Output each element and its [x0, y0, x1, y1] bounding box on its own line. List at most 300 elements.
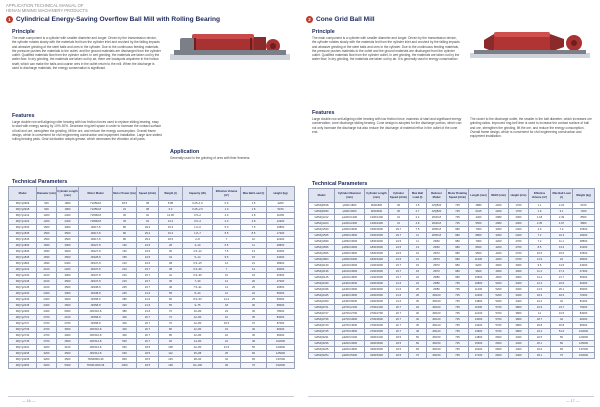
table-cell: 96000 — [573, 323, 595, 329]
page-number-right: — 17 — — [566, 399, 580, 403]
table-cell: 18 — [409, 269, 427, 275]
table-cell: 32.6 — [551, 293, 573, 299]
table-cell: 5400 — [57, 363, 79, 369]
table-cell: JR117-8 — [79, 237, 113, 243]
column-header: Max Ball Load (t) — [241, 187, 267, 201]
table-cell: 5700 — [489, 311, 509, 317]
table-cell: 59000 — [267, 297, 295, 303]
table-cell: 3200 — [37, 363, 57, 369]
left-technical-table — [8, 186, 295, 369]
table-cell: 80 — [113, 231, 137, 237]
table-cell: 6.3 — [159, 207, 183, 213]
table-cell: 14 — [213, 285, 241, 291]
table-cell: 11400 — [469, 287, 489, 293]
table-cell: 735 — [447, 341, 469, 347]
table-cell: JR1512-8 — [79, 351, 113, 357]
table-cell: JR137-8 — [79, 261, 113, 267]
table-cell: 18.5 — [389, 341, 409, 347]
table-cell: 400 — [113, 321, 137, 327]
table-cell: 76 — [241, 363, 267, 369]
table-cell: 51.6 — [551, 329, 573, 335]
table-cell: 24.5 — [137, 243, 159, 249]
table-cell: 2700/3600 — [365, 317, 389, 323]
table-cell: MQYg1212 — [9, 213, 37, 219]
table-cell: 12~80 — [183, 327, 213, 333]
table-cell: 400 — [113, 315, 137, 321]
table-cell: MQYg2745 — [9, 339, 37, 345]
table-cell: 0.25~2.5 — [183, 207, 213, 213]
table-cell: 30 — [241, 303, 267, 309]
table-cell: 18.5 — [389, 353, 409, 359]
table-cell: 4880 — [469, 203, 489, 209]
table-cell: 36 — [409, 299, 427, 305]
table-cell: 7900 — [469, 239, 489, 245]
table-cell: 4500 — [57, 303, 79, 309]
table-cell: 25 — [213, 351, 241, 357]
table-cell: GZMQ3236 — [309, 341, 335, 347]
table-cell: 102000 — [267, 339, 295, 345]
table-cell: 21.6 — [389, 293, 409, 299]
table-cell: 4500 — [57, 237, 79, 243]
table-cell: MQYg2736 — [9, 327, 37, 333]
table-cell: 7 — [213, 267, 241, 273]
table-cell: 10~80 — [183, 309, 213, 315]
table-cell: 30 — [409, 311, 427, 317]
document-header — [6, 3, 226, 13]
table-cell: 0.9 — [213, 201, 241, 207]
table-cell: 15600 — [573, 227, 595, 233]
table-cell: 3200 — [37, 357, 57, 363]
table-cell: 30 — [159, 249, 183, 255]
table-cell: ZD150 — [427, 341, 447, 347]
table-cell: MQYg0918 — [9, 207, 37, 213]
table-cell: 11500 — [469, 305, 489, 311]
column-header: Effective Volume (m³) — [213, 187, 241, 201]
table-cell: 38 — [137, 201, 159, 207]
table-cell: 25 — [241, 285, 267, 291]
table-cell: 16 — [409, 251, 427, 257]
table-cell: 7~30 — [183, 279, 213, 285]
table-cell: 30 — [113, 213, 137, 219]
table-cell: 19 — [213, 327, 241, 333]
table-cell: 5700 — [489, 305, 509, 311]
table-cell: 4600 — [489, 263, 509, 269]
table-cell: 2400 — [509, 233, 529, 239]
table-cell: 1800 — [57, 201, 79, 207]
table-cell: 108 — [159, 345, 183, 351]
table-cell: 2.4 — [409, 215, 427, 221]
table-cell: 18.7 — [529, 317, 551, 323]
table-cell: 13.2 — [551, 245, 573, 251]
table-cell: 24.5 — [137, 261, 159, 267]
table-cell: GZMQ2136 — [309, 269, 335, 275]
table-cell: φ900×1800 — [335, 203, 365, 209]
table-cell: 35 — [241, 315, 267, 321]
table-cell: 14.9 — [529, 257, 551, 263]
table-cell: 1800 — [57, 207, 79, 213]
table-cell: 30 — [409, 293, 427, 299]
table-cell: 21.6 — [389, 281, 409, 287]
table-cell: 7.2 — [529, 239, 551, 245]
table-cell: 76 — [409, 353, 427, 359]
table-cell: 2200 — [57, 267, 79, 273]
column-header: Speed (r/min) — [137, 187, 159, 201]
table-cell: GZMQ1530 — [309, 227, 335, 233]
table-cell: 0.5~3 — [183, 219, 213, 225]
table-cell: 8500 — [573, 215, 595, 221]
table-cell: 11050 — [267, 213, 295, 219]
table-cell: 45300 — [267, 273, 295, 279]
table-cell: 7.2 — [529, 233, 551, 239]
column-header: Motor Model — [79, 187, 113, 201]
table-cell: ZD100 — [427, 299, 447, 305]
section-number-badge: 1 — [6, 16, 13, 23]
table-cell: 152000 — [267, 363, 295, 369]
table-cell: 1.1 — [529, 203, 551, 209]
header-line-2: HENAN MINING MACHINERY PRODUCTS — [6, 8, 88, 13]
table-cell: 12 — [213, 291, 241, 297]
table-cell: 3000 — [57, 291, 79, 297]
table-cell: 4500 — [57, 357, 79, 363]
table-cell: 45 — [159, 279, 183, 285]
table-cell: 12100 — [469, 311, 489, 317]
table-cell: 2700 — [37, 315, 57, 321]
table-cell: 28 — [159, 243, 183, 249]
table-cell: 245 — [113, 291, 137, 297]
table-cell: 3800 — [509, 323, 529, 329]
table-cell: 6070 — [573, 203, 595, 209]
table-cell: 17200 — [267, 231, 295, 237]
table-cell: MQYg2445 — [9, 303, 37, 309]
table-cell: 5200 — [489, 293, 509, 299]
table-cell: 735 — [447, 347, 469, 353]
table-cell: 29.2 — [137, 231, 159, 237]
table-cell: 2.7 — [409, 209, 427, 215]
table-cell: φ2700×2100 — [335, 305, 365, 311]
table-cell: 65 — [241, 357, 267, 363]
table-cell: MQYg0909 — [9, 201, 37, 207]
table-cell: 1830 — [37, 261, 57, 267]
section-title-left — [6, 14, 296, 24]
table-cell: 900/3000 — [365, 209, 389, 215]
table-cell: 2400 — [37, 291, 57, 297]
table-cell: 24.5 — [389, 257, 409, 263]
table-cell: 56 — [241, 345, 267, 351]
table-cell: 2100/3600 — [365, 269, 389, 275]
table-cell: 10 — [213, 273, 241, 279]
table-cell: 4200 — [489, 251, 509, 257]
table-cell: 20.7 — [137, 327, 159, 333]
table-cell: ZD50-8 — [427, 233, 447, 239]
table-cell: ZD40-8 — [427, 215, 447, 221]
table-cell: GZMQ1545 — [309, 233, 335, 239]
table-cell: 725 — [447, 203, 469, 209]
table-cell: 20.7 — [389, 323, 409, 329]
table-cell: ZD60 — [427, 239, 447, 245]
table-cell: 21.7 — [551, 275, 573, 281]
table-cell: 11.4 — [529, 269, 551, 275]
table-cell: 4.9 — [529, 227, 551, 233]
table-cell: 23.7 — [137, 273, 159, 279]
table-cell: 15.6 — [551, 251, 573, 257]
table-cell: 18.5 — [137, 363, 159, 369]
table-cell: 16.5 — [213, 321, 241, 327]
table-cell: φ2700×3600 — [335, 317, 365, 323]
table-cell: 8.5~60 — [183, 297, 213, 303]
table-cell: 65 — [409, 347, 427, 353]
table-cell: Y225M-8 — [79, 207, 113, 213]
table-cell: 96000 — [267, 333, 295, 339]
column-header: Effective Volume (m³) — [529, 189, 551, 203]
table-cell: 210 — [113, 279, 137, 285]
table-cell: 3200 — [37, 351, 57, 357]
table-cell: 4400 — [509, 341, 529, 347]
table-cell: φ3200×4500 — [335, 347, 365, 353]
table-cell: 18.6 — [159, 237, 183, 243]
table-cell: 32 — [137, 213, 159, 219]
table-cell: 320 — [113, 303, 137, 309]
table-cell: 7.5 — [241, 225, 267, 231]
table-cell: JR1510-8 — [79, 327, 113, 333]
table-cell: 2100 — [37, 273, 57, 279]
section-heading: Cylindrical Energy-Saving Overflow Ball Mill with Rolling Bearing — [16, 15, 221, 23]
table-cell: ZD70 — [427, 263, 447, 269]
table-cell: 50000 — [573, 275, 595, 281]
table-cell: 23.7 — [389, 275, 409, 281]
table-cell: φ1830×3600 — [335, 245, 365, 251]
table-cell: 14.6 — [529, 287, 551, 293]
table-cell: 5200 — [489, 287, 509, 293]
table-cell: 125000 — [573, 341, 595, 347]
table-cell: 21 — [409, 257, 427, 263]
table-cell: GZMQ2436 — [309, 287, 335, 293]
table-cell: 36 — [389, 203, 409, 209]
table-cell: 120000 — [573, 335, 595, 341]
table-cell: 6600 — [489, 347, 509, 353]
table-cell: 630 — [113, 351, 137, 357]
table-cell: 18 — [213, 303, 241, 309]
table-cell: 36 — [241, 309, 267, 315]
table-cell: 23.7 — [389, 269, 409, 275]
table-cell: ZD70 — [427, 251, 447, 257]
table-cell: 10.5 — [529, 251, 551, 257]
table-cell: 1500 — [37, 225, 57, 231]
table-cell: 6600 — [489, 341, 509, 347]
table-cell: 2700/2700 — [365, 311, 389, 317]
table-cell: 1.9 — [529, 209, 551, 215]
table-cell: 8800 — [469, 233, 489, 239]
table-cell: 39000 — [267, 267, 295, 273]
page-number-left: — 16 — — [22, 399, 36, 403]
table-cell: 2700 — [509, 245, 529, 251]
table-cell: 1500 — [37, 237, 57, 243]
table-cell: 11 — [409, 233, 427, 239]
right-principle-title: Principle — [312, 29, 335, 35]
table-cell: 80 — [113, 237, 137, 243]
table-cell: φ2400×6000 — [335, 299, 365, 305]
table-cell: 12~80 — [183, 315, 213, 321]
section-title-right — [306, 14, 596, 24]
table-cell: JR138-8 — [79, 285, 113, 291]
table-cell: 21.6 — [137, 291, 159, 297]
table-cell: MQYg1535 — [9, 231, 37, 237]
table-cell: 1700 — [509, 209, 529, 215]
table-cell: 80 — [113, 225, 137, 231]
table-header-row — [309, 189, 595, 203]
table-cell: 38000 — [573, 257, 595, 263]
table-cell: 5~14 — [183, 255, 213, 261]
table-cell: 112 — [159, 351, 183, 357]
table-cell: 6000 — [57, 309, 79, 315]
table-cell: 3000 — [509, 275, 529, 281]
table-cell: 45 — [113, 219, 137, 225]
table-cell: 6600 — [489, 353, 509, 359]
table-cell: 3200/5400 — [365, 353, 389, 359]
table-cell: 1700 — [509, 203, 529, 209]
table-cell: 2100/4500 — [365, 275, 389, 281]
table-cell: 47000 — [267, 279, 295, 285]
table-cell: 725 — [447, 209, 469, 215]
table-cell: 92000 — [573, 317, 595, 323]
table-cell: 1830/3600 — [365, 245, 389, 251]
table-cell: GZMQ2130 — [309, 263, 335, 269]
table-cell: 42 — [159, 273, 183, 279]
table-cell: 500 — [113, 339, 137, 345]
table-cell: 22 — [241, 291, 267, 297]
table-cell: 20.7 — [137, 321, 159, 327]
table-cell: 48 — [159, 285, 183, 291]
table-cell: 3400 — [509, 281, 529, 287]
table-cell: 24.4 — [529, 299, 551, 305]
table-cell: 2400/4500 — [365, 293, 389, 299]
table-cell: JR117-8 — [79, 225, 113, 231]
table-cell: ZD40-8 — [427, 221, 447, 227]
table-cell: 48 — [241, 339, 267, 345]
table-cell: JR158-8 — [79, 315, 113, 321]
table-cell: 4.8 — [409, 221, 427, 227]
table-cell: 13000 — [469, 317, 489, 323]
table-cell: 3800 — [509, 305, 529, 311]
column-header: Capacity (t/h) — [183, 187, 213, 201]
table-cell: 735 — [447, 293, 469, 299]
table-cell: 78000 — [267, 309, 295, 315]
table-cell: MQYg2145 — [9, 285, 37, 291]
header-line-1: APPLICATION TECHNICAL MANUAL OF — [6, 3, 84, 8]
table-cell: MQYg2721 — [9, 315, 37, 321]
table-cell: 12.05 — [159, 213, 183, 219]
table-cell: 735 — [447, 215, 469, 221]
table-cell: 5700 — [489, 323, 509, 329]
table-cell: 3600 — [57, 297, 79, 303]
column-header: Height (mm) — [509, 189, 529, 203]
table-cell: 3000 — [57, 273, 79, 279]
right-features-text-2: The closer to the discharge outlet, the smaller is the ball diameter, which increases ore grinding ratios. Improved ring-bell liner is used to increase the contact surface of ball and ore, strengthen the grinding, lift the ore, and reduce the energy consumption. Overall frame design, which is convenient for civil engineering construction and equipment installation. — [470, 117, 592, 138]
table-cell: 12 — [213, 279, 241, 285]
table-cell: 1.8 — [241, 207, 267, 213]
table-cell: φ2700×4000 — [335, 323, 365, 329]
left-application-title: Application — [170, 149, 200, 155]
table-cell: 8~40 — [183, 291, 213, 297]
table-cell: 20 — [241, 279, 267, 285]
table-cell: 2700/4000 — [365, 323, 389, 329]
table-cell: 4500 — [57, 285, 79, 291]
table-cell: 980 — [447, 251, 469, 257]
table-cell: GZMQ3231 — [309, 335, 335, 341]
left-principle-title: Principle — [12, 29, 35, 35]
table-cell: 2400 — [37, 297, 57, 303]
table-cell: 12200 — [267, 219, 295, 225]
table-cell: 12~80 — [183, 333, 213, 339]
table-cell: 1.5 — [241, 201, 267, 207]
table-cell: TDMK800-36 — [79, 357, 113, 363]
table-cell: 4500 — [57, 339, 79, 345]
table-cell: 15 — [409, 263, 427, 269]
table-cell: 3600 — [57, 279, 79, 285]
left-page — [6, 14, 296, 24]
page-number-left-value: 16 — [26, 399, 31, 403]
table-cell: 14 — [529, 311, 551, 317]
table-cell: 2980 — [489, 215, 509, 221]
ball-mill-photo — [170, 28, 290, 62]
table-cell: 7.5~31 — [183, 285, 213, 291]
table-cell: 1830 — [37, 243, 57, 249]
table-cell: 280 — [113, 297, 137, 303]
table-cell: 125000 — [267, 351, 295, 357]
table-cell: GZMQ3245 — [309, 347, 335, 353]
table-cell: 38 — [137, 207, 159, 213]
table-cell: 18.5 — [389, 335, 409, 341]
table-cell: 70 — [159, 309, 183, 315]
table-cell: 735 — [447, 311, 469, 317]
table-cell: φ2400×4500 — [335, 293, 365, 299]
table-cell: 14~80 — [183, 339, 213, 345]
table-cell: 5200 — [489, 299, 509, 305]
table-cell: 40 — [241, 327, 267, 333]
table-cell: JR137-8 — [79, 279, 113, 285]
table-cell: 2.3 — [213, 219, 241, 225]
table-cell: 2.49 — [551, 215, 573, 221]
table-cell: 1.8~7 — [183, 231, 213, 237]
table-cell: MQYg1845 — [9, 255, 37, 261]
table-cell: 400 — [113, 327, 137, 333]
table-cell: 137000 — [573, 347, 595, 353]
table-cell: 76 — [551, 353, 573, 359]
table-cell: 9.5 — [529, 263, 551, 269]
table-cell: 4400 — [509, 353, 529, 359]
table-cell: 60 — [241, 351, 267, 357]
table-cell: JR1512-8 — [79, 345, 113, 351]
table-cell: φ900×3000 — [335, 209, 365, 215]
table-cell: φ2400×3600 — [335, 287, 365, 293]
table-cell: ZD100 — [427, 311, 447, 317]
table-cell: 3800 — [509, 317, 529, 323]
table-cell: 980 — [447, 269, 469, 275]
table-cell: 22 — [113, 207, 137, 213]
left-application-text: Generally used in the grinding of ores with finer fineness. — [170, 156, 251, 160]
table-cell: 1.5 — [409, 203, 427, 209]
table-cell: 13 — [241, 249, 267, 255]
table-cell: GZMQ2740 — [309, 323, 335, 329]
table-cell: 1500/3000 — [365, 227, 389, 233]
table-cell: 735 — [447, 299, 469, 305]
table-cell: GZMQ2736 — [309, 317, 335, 323]
table-cell: MQYg2136 — [9, 279, 37, 285]
table-cell: 22 — [213, 333, 241, 339]
table-cell: 23.7 — [137, 279, 159, 285]
left-table-title: Technical Parameters — [12, 179, 68, 185]
table-cell: 8600 — [469, 245, 489, 251]
table-cell: 47300 — [573, 269, 595, 275]
